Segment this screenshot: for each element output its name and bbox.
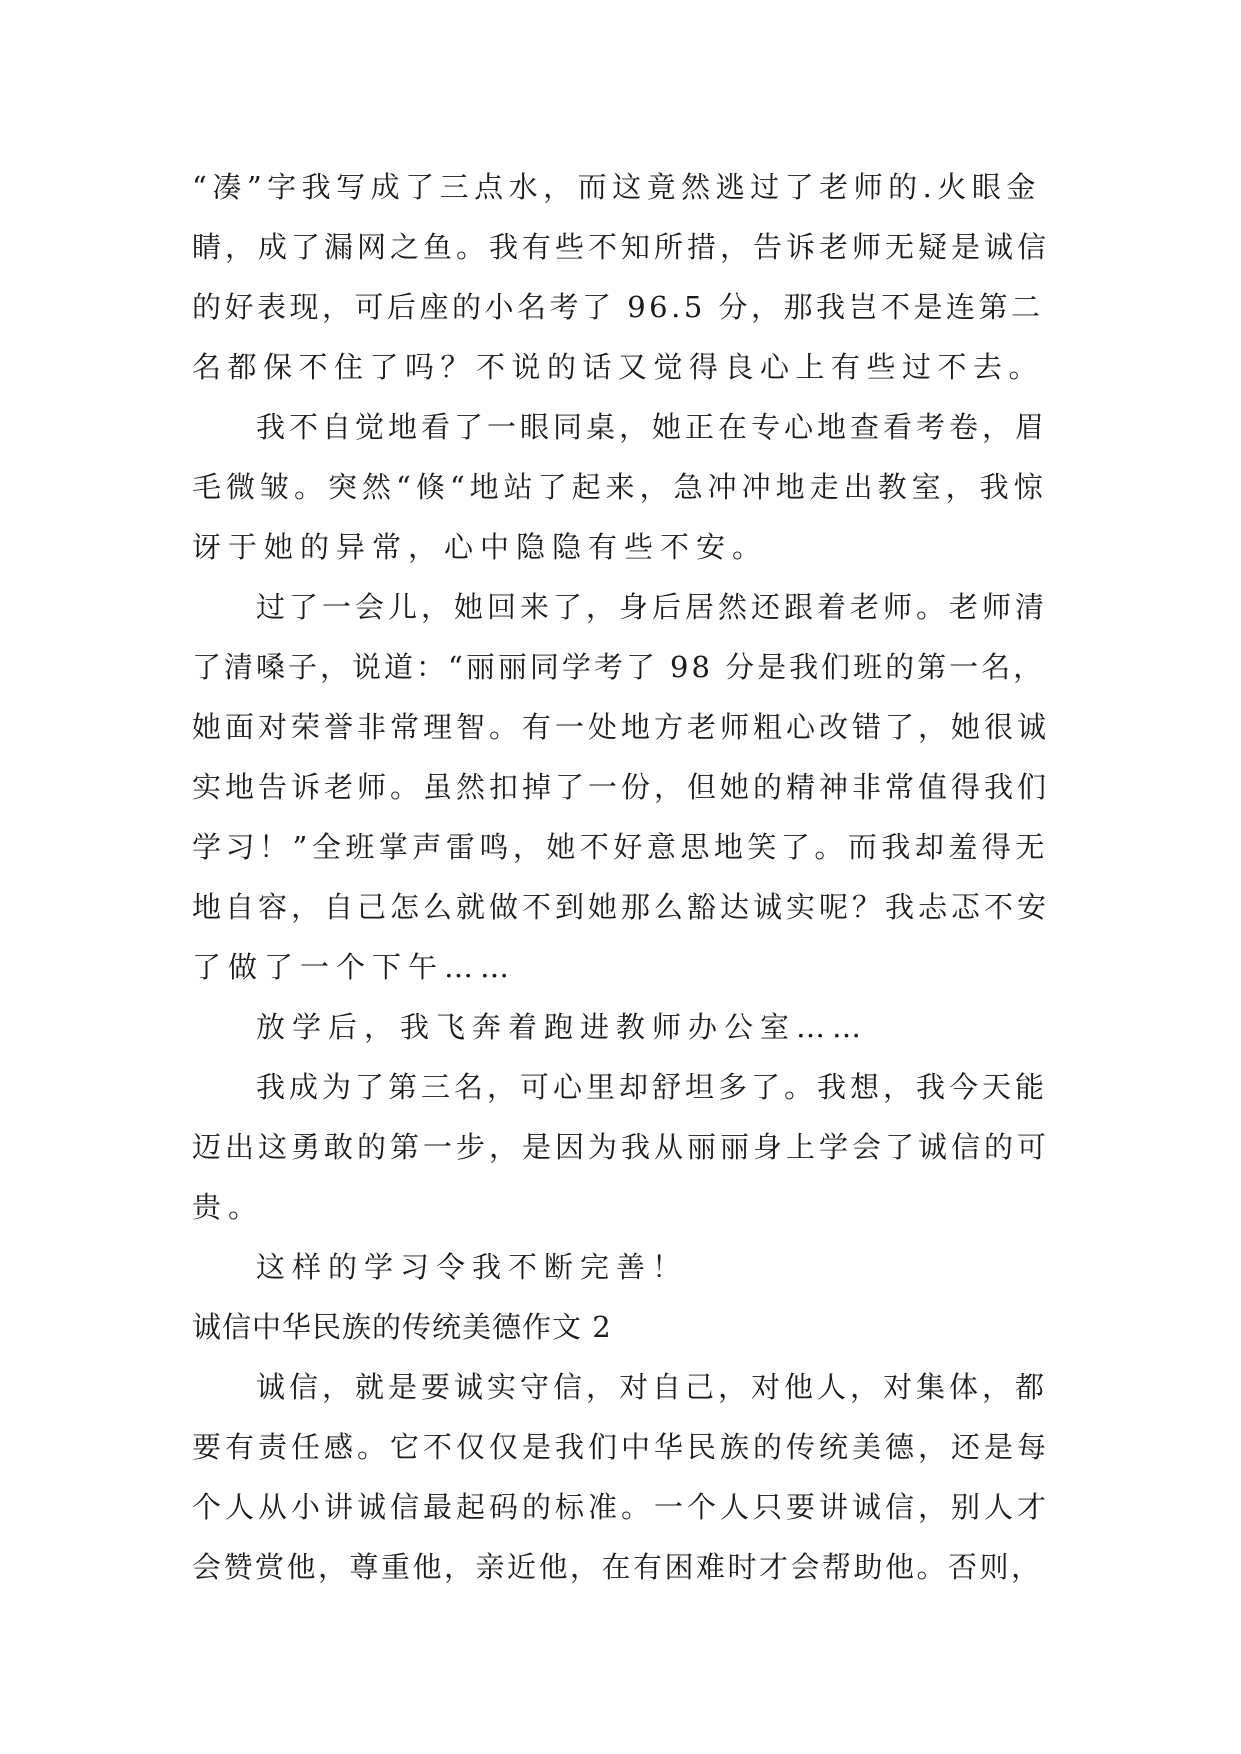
text-line: 毛微皱。突然“倏“地站了起来，急冲冲地走出教室，我惊 <box>192 470 1048 504</box>
paragraph-start-line: 这样的学习令我不断完善！ <box>256 1250 689 1284</box>
section-heading: 诚信中华民族的传统美德作文 2 <box>192 1310 612 1344</box>
text-line: 睛，成了漏网之鱼。我有些不知所措，告诉老师无疑是诚信 <box>192 230 1051 264</box>
paragraph-start-line: 我不自觉地看了一眼同桌，她正在专心地查看考卷，眉 <box>256 410 1049 444</box>
essay-body <box>192 157 1052 1597</box>
text-line: 她面对荣誉非常理智。有一处地方老师粗心改错了，她很诚 <box>192 710 1051 744</box>
paragraph-start-line: 放学后，我飞奔着跑进教师办公室…… <box>256 1010 869 1044</box>
text-line: 迈出这勇敢的第一步，是因为我从丽丽身上学会了诚信的可 <box>192 1130 1051 1164</box>
text-line: 的好表现，可后座的小名考了 96.5 分，那我岂不是连第二 <box>192 290 1044 324</box>
text-line: 了做了一个下午…… <box>192 950 517 984</box>
text-line: 实地告诉老师。虽然扣掉了一份，但她的精神非常值得我们 <box>192 770 1051 804</box>
text-line: 地自容，自己怎么就做不到她那么豁达诚实呢？我忐忑不安 <box>192 890 1051 924</box>
text-line: “凑”字我写成了三点水，而这竟然逃过了老师的.火眼金 <box>192 170 1041 204</box>
paragraph-start-line: 诚信，就是要诚实守信，对自己，对他人，对集体，都 <box>256 1370 1049 1404</box>
text-line: 会赞赏他，尊重他，亲近他，在有困难时才会帮助他。否则， <box>192 1550 1043 1584</box>
text-line: 了清嗓子，说道：“丽丽同学考了 98 分是我们班的第一名， <box>192 650 1046 684</box>
text-line: 贵。 <box>192 1190 265 1224</box>
text-line: 个人从小讲诚信最起码的标准。一个人只要讲诚信，别人才 <box>192 1490 1051 1524</box>
paragraph-start-line: 过了一会儿，她回来了，身后居然还跟着老师。老师清 <box>256 590 1049 624</box>
paragraph-start-line: 我成为了第三名，可心里却舒坦多了。我想，我今天能 <box>256 1070 1049 1104</box>
text-line: 名都保不住了吗？不说的话又觉得良心上有些过不去。 <box>192 350 1045 384</box>
text-line: 要有责任感。它不仅仅是我们中华民族的传统美德，还是每 <box>192 1430 1051 1464</box>
text-line: 学习！”全班掌声雷鸣，她不好意思地笑了。而我却羞得无 <box>192 830 1049 864</box>
text-line: 讶于她的异常，心中隐隐有些不安。 <box>192 530 769 564</box>
